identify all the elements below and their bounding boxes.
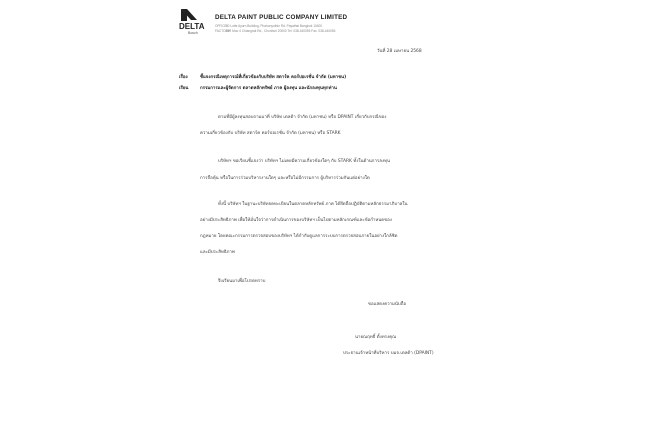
paragraph-1-line-2: ความเกี่ยวข้องกับ บริษัท สตาร์ค คอร์ปอเรชั่น จำกัด (มหาชน) หรือ STARK	[200, 131, 341, 136]
company-name: DELTA PAINT PUBLIC COMPANY LIMITED	[215, 14, 348, 21]
recipient-label: เรียน	[179, 86, 189, 91]
closing-salutation: ขอแสดงความนับถือ	[368, 302, 406, 307]
subject-label: เรื่อง	[179, 75, 188, 80]
paragraph-1-line-1: ตามที่มีผู้ลงทุนสอบถามมาที่ บริษัท เดลต้า จำกัด (มหาชน) หรือ DPAINT เกี่ยวกับกรณีของ	[218, 115, 387, 120]
delta-logo	[179, 7, 211, 35]
letter-page	[163, 0, 508, 447]
paragraph-3-line-3: กฎหมาย โดยคณะกรรมการตรวจสอบของบริษัทฯ ได้กำกับดูแลการระบบการตรวจสอบภายในอย่างใกล้ชิด	[200, 234, 398, 239]
paragraph-2-line-2: การถือหุ้น หรือในการร่วมบริหารงานใดๆ และหรือไม่มีกรรมการ ผู้บริหารร่วมกันแต่อย่างใด	[200, 176, 370, 181]
subject-text: ชี้แจงกรณีเหตุการณ์ที่เกี่ยวข้องกับบริษัท สตาร์ค คอร์ปอเรชั่น จำกัด (มหาชน)	[200, 75, 347, 80]
signatory-title: ประธานเจ้าหน้าที่บริหาร บมจ.เดลต้า (DPAINT)	[343, 351, 434, 356]
closing-request: จึงเรียนมาเพื่อโปรดทราบ	[218, 279, 266, 284]
letter-date: วันที่ 28 เมษายน 2568	[377, 49, 422, 54]
paragraph-3-line-1: ทั้งนี้ บริษัทฯ ในฐานะบริษัทจดทะเบียนในตลาดหลักทรัพย์ ภาค ได้ยึดถือปฏิบัติตามหลักธรรมาภิบาลใน	[218, 202, 408, 207]
factory-address-line	[215, 29, 335, 33]
logo-wordmark: DELTA	[179, 22, 205, 31]
recipient-text: กรรมการและผู้จัดการ ตลาดหลักทรัพย์ ภาค ผู้ลงทุน และนักลงทุนทุกท่าน	[200, 86, 337, 91]
office-label: OFFICE	[215, 24, 227, 28]
factory-label: FACTORY	[215, 29, 230, 33]
factory-address: 169 Moo 4 Chiangrak Rd., Chonburi 20000 Tel. 038-440055 Fax. 038-440056	[225, 29, 336, 33]
logo-subtext: Bosch	[188, 31, 198, 35]
paragraph-3-line-4: และมีประสิทธิภาพ	[200, 250, 235, 255]
paragraph-3-line-2: อย่างมีประสิทธิภาพ เพื่อให้มั่นใจว่าการดำเนินการของบริษัทฯ เป็นไปตามหลักเกณฑ์และข้อกำหนดของ	[200, 218, 392, 223]
office-address-line	[215, 24, 322, 28]
paragraph-2-line-1: บริษัทฯ ขอเรียนชี้แจงว่า บริษัทฯ ไม่เคยมีความเกี่ยวข้องใดๆ กับ STARK ทั้งในด้านการลงทุน	[218, 159, 391, 164]
signatory-name: นายณฤทธิ์ ตั้งทรงคุณ	[355, 335, 397, 340]
office-address: 80 Lotte Ayurn Building, Phahonyothin Rd. Payathai Bangkok 10400	[225, 24, 323, 28]
